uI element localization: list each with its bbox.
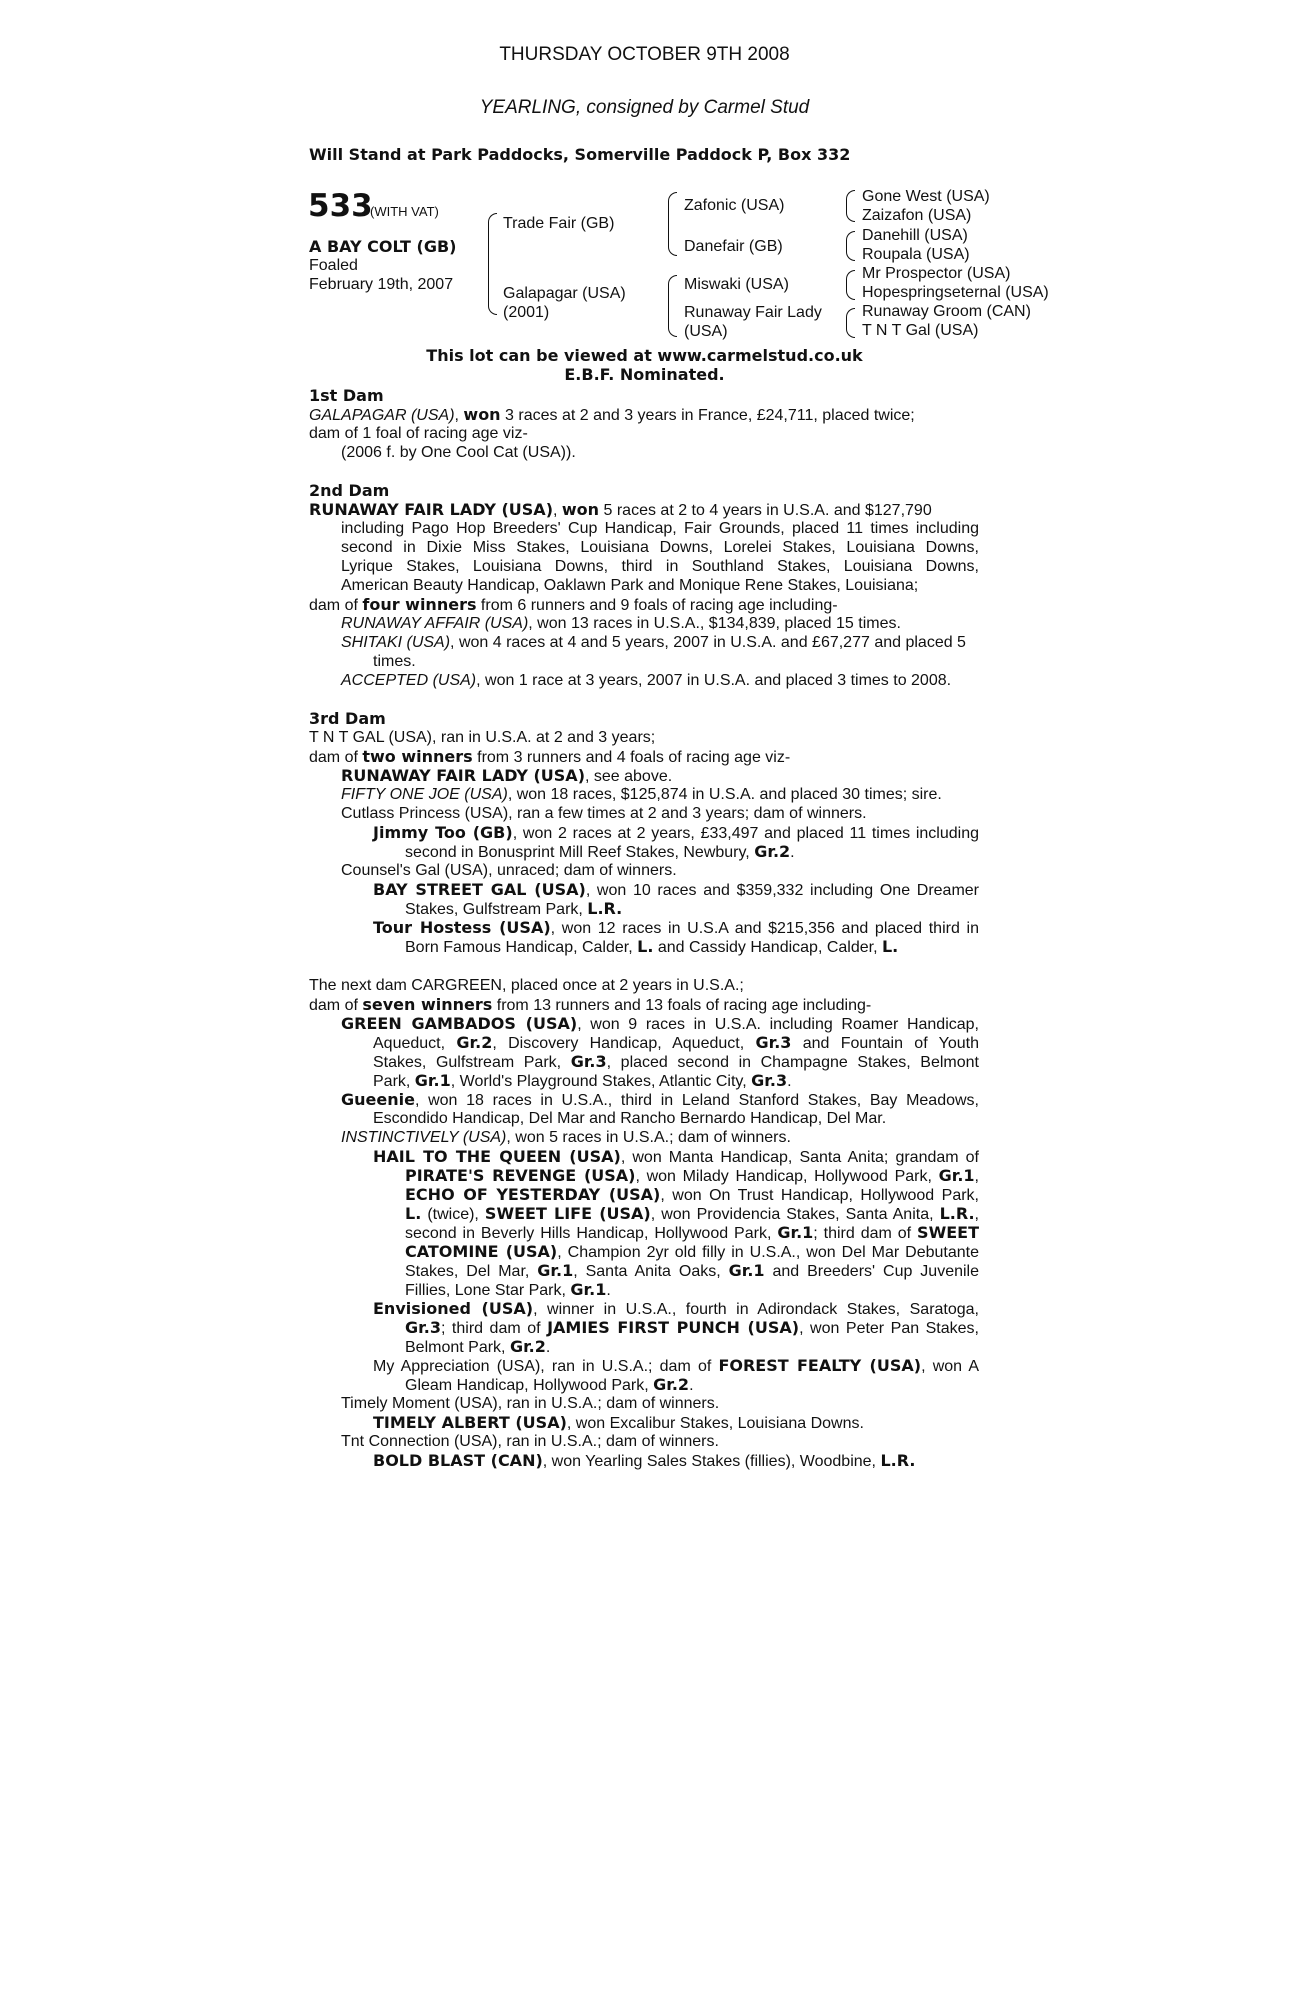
- green-gambados-4: Park, Gr.1, World's Playground Stakes, Atlantic City, Gr.3.: [373, 1071, 792, 1090]
- gueenie-1: Gueenie, won 18 races in U.S.A., third in Leland Stanford Stakes, Bay Meadows,: [341, 1090, 979, 1109]
- timely-albert: TIMELY ALBERT (USA), won Excalibur Stakes, Louisiana Downs.: [373, 1413, 864, 1432]
- second-dam-line-4: Lyrique Stakes, Louisiana Downs, third in Southland Stakes, Louisiana Downs,: [341, 558, 979, 575]
- stand-location: Will Stand at Park Paddocks, Somerville Paddock P, Box 332: [309, 145, 851, 164]
- next-dam-line-1: The next dam CARGREEN, placed once at 2 years in U.S.A.;: [309, 977, 744, 994]
- third-dam-line-5: Cutlass Princess (USA), ran a few times at 2 and 3 years; dam of winners.: [341, 805, 867, 822]
- third-dam-line-8: Counsel's Gal (USA), unraced; dam of winners.: [341, 862, 677, 879]
- third-dam-line-9: BAY STREET GAL (USA), won 10 races and $359,332 including One Dreamer: [373, 880, 980, 899]
- view-note: This lot can be viewed at www.carmelstud.co.uk: [426, 346, 863, 365]
- pedigree-brace-sire: [668, 192, 677, 256]
- first-dam-produce: (2006 f. by One Cool Cat (USA)).: [341, 444, 576, 461]
- second-dam-runner-1: RUNAWAY AFFAIR (USA), won 13 races in U.S.A., $134,839, placed 15 times.: [341, 615, 901, 632]
- second-dam-runner-3: ACCEPTED (USA), won 1 race at 3 years, 2007 in U.S.A. and placed 3 times to 2008.: [341, 672, 952, 689]
- pedigree-dds: Runaway Groom (CAN): [862, 303, 1031, 320]
- my-appreciation-2: Gleam Handicap, Hollywood Park, Gr.2.: [405, 1375, 694, 1394]
- vat-note: (WITH VAT): [370, 204, 439, 219]
- hail-queen-1: HAIL TO THE QUEEN (USA), won Manta Handicap, Santa Anita; grandam of: [373, 1147, 980, 1166]
- third-dam-line-4: FIFTY ONE JOE (USA), won 18 races, $125,874 in U.S.A. and placed 30 times; sire.: [341, 786, 942, 803]
- pedigree-sss: Gone West (USA): [862, 188, 990, 205]
- third-dam-line-3: RUNAWAY FAIR LADY (USA), see above.: [341, 766, 673, 785]
- hail-queen-8: Fillies, Lone Star Park, Gr.1.: [405, 1280, 611, 1299]
- hail-queen-3: ECHO OF YESTERDAY (USA), won On Trust Handicap, Hollywood Park,: [405, 1185, 979, 1204]
- first-dam-line-1: GALAPAGAR (USA), won 3 races at 2 and 3 years in France, £24,711, placed twice;: [309, 405, 915, 424]
- second-dam-line-3: second in Dixie Miss Stakes, Louisiana Downs, Lorelei Stakes, Louisiana Downs,: [341, 539, 979, 556]
- next-dam-line-2: dam of seven winners from 13 runners and 13 foals of racing age including-: [309, 995, 872, 1014]
- pedigree-ssd: Zaizafon (USA): [862, 207, 972, 224]
- second-dam-heading: 2nd Dam: [309, 481, 390, 500]
- second-dam-line-6: dam of four winners from 6 runners and 9 foals of racing age including-: [309, 595, 838, 614]
- first-dam-line-2: dam of 1 foal of racing age viz-: [309, 425, 528, 442]
- pedigree-dam-year: (2001): [503, 304, 550, 321]
- pedigree-sds: Danehill (USA): [862, 227, 968, 244]
- hail-queen-7: Stakes, Del Mar, Gr.1, Santa Anita Oaks, Gr.1 and Breeders' Cup Juvenile: [405, 1261, 979, 1280]
- green-gambados-2: Aqueduct, Gr.2, Discovery Handicap, Aqueduct, Gr.3 and Fountain of Youth: [373, 1033, 980, 1052]
- third-dam-line-2: dam of two winners from 3 runners and 4 foals of racing age viz-: [309, 747, 791, 766]
- timely-moment: Timely Moment (USA), ran in U.S.A.; dam of winners.: [341, 1395, 720, 1412]
- pedigree-dam-dam-2: (USA): [684, 323, 728, 340]
- pedigree-sire: Trade Fair (GB): [503, 215, 615, 232]
- pedigree-brace-sd: [846, 231, 855, 261]
- hail-queen-6: CATOMINE (USA), Champion 2yr old filly in U.S.A., won Del Mar Debutante: [405, 1242, 980, 1261]
- green-gambados-1: GREEN GAMBADOS (USA), won 9 races in U.S.A. including Roamer Handicap,: [341, 1014, 979, 1033]
- sale-date: THURSDAY OCTOBER 9TH 2008: [499, 44, 790, 65]
- second-dam-line-2: including Pago Hop Breeders' Cup Handicap, Fair Grounds, placed 11 times including: [341, 520, 979, 537]
- third-dam-line-6: Jimmy Too (GB), won 2 races at 2 years, £33,497 and placed 11 times including: [373, 823, 979, 842]
- lot-name: A BAY COLT (GB): [309, 237, 457, 256]
- envisioned-1: Envisioned (USA), winner in U.S.A., fourth in Adirondack Stakes, Saratoga,: [373, 1299, 979, 1318]
- third-dam-line-11: Tour Hostess (USA), won 12 races in U.S.A and $215,356 and placed third in: [373, 918, 979, 937]
- hail-queen-2: PIRATE'S REVENGE (USA), won Milady Handicap, Hollywood Park, Gr.1,: [405, 1166, 979, 1185]
- hail-queen-5: second in Beverly Hills Handicap, Hollywood Park, Gr.1; third dam of SWEET: [405, 1223, 979, 1242]
- pedigree-brace-1: [488, 213, 497, 315]
- gueenie-2: Escondido Handicap, Del Mar and Rancho Bernardo Handicap, Del Mar.: [373, 1110, 887, 1127]
- second-dam-line-5: American Beauty Handicap, Oaklawn Park and Monique Rene Stakes, Louisiana;: [341, 577, 919, 594]
- lot-subtitle: YEARLING, consigned by Carmel Stud: [479, 97, 810, 118]
- lot-number: 533: [308, 188, 373, 224]
- tnt-connection: Tnt Connection (USA), ran in U.S.A.; dam of winners.: [341, 1433, 719, 1450]
- pedigree-ddd: T N T Gal (USA): [862, 322, 979, 339]
- pedigree-brace-dam: [668, 275, 677, 337]
- envisioned-3: Belmont Park, Gr.2.: [405, 1337, 551, 1356]
- pedigree-dam-dam: Runaway Fair Lady: [684, 304, 822, 321]
- ebf-note: E.B.F. Nominated.: [564, 365, 725, 384]
- instinctively: INSTINCTIVELY (USA), won 5 races in U.S.A.; dam of winners.: [341, 1129, 791, 1146]
- second-dam-line-1: RUNAWAY FAIR LADY (USA), won 5 races at 2 to 4 years in U.S.A. and $127,790: [309, 500, 932, 519]
- pedigree-sdd: Roupala (USA): [862, 246, 970, 263]
- third-dam-line-12: Born Famous Handicap, Calder, L. and Cassidy Handicap, Calder, L.: [405, 937, 899, 956]
- third-dam-line-1: T N T GAL (USA), ran in U.S.A. at 2 and 3 years;: [309, 729, 656, 746]
- pedigree-brace-ss: [846, 190, 855, 222]
- bold-blast: BOLD BLAST (CAN), won Yearling Sales Stakes (fillies), Woodbine, L.R.: [373, 1451, 916, 1470]
- pedigree-dam-sire: Miswaki (USA): [684, 276, 789, 293]
- pedigree-brace-ds: [846, 270, 855, 300]
- pedigree-dsd: Hopespringseternal (USA): [862, 284, 1049, 301]
- pedigree-sire-sire: Zafonic (USA): [684, 197, 785, 214]
- pedigree-brace-dd: [846, 308, 855, 338]
- third-dam-heading: 3rd Dam: [309, 709, 386, 728]
- third-dam-line-10: Stakes, Gulfstream Park, L.R.: [405, 899, 623, 918]
- first-dam-heading: 1st Dam: [309, 386, 384, 405]
- pedigree-sire-dam: Danefair (GB): [684, 238, 783, 255]
- green-gambados-3: Stakes, Gulfstream Park, Gr.3, placed second in Champagne Stakes, Belmont: [373, 1052, 979, 1071]
- pedigree-dam: Galapagar (USA): [503, 285, 626, 302]
- third-dam-line-7: second in Bonusprint Mill Reef Stakes, Newbury, Gr.2.: [405, 842, 795, 861]
- envisioned-2: Gr.3; third dam of JAMIES FIRST PUNCH (USA), won Peter Pan Stakes,: [405, 1318, 979, 1337]
- foaled-date: February 19th, 2007: [309, 276, 454, 293]
- foaled-label: Foaled: [309, 257, 358, 274]
- my-appreciation-1: My Appreciation (USA), ran in U.S.A.; dam of FOREST FEALTY (USA), won A: [373, 1356, 979, 1375]
- second-dam-runner-2: SHITAKI (USA), won 4 races at 4 and 5 years, 2007 in U.S.A. and £67,277 and placed 5: [341, 634, 966, 651]
- pedigree-dss: Mr Prospector (USA): [862, 265, 1011, 282]
- hail-queen-4: L. (twice), SWEET LIFE (USA), won Providencia Stakes, Santa Anita, L.R.,: [405, 1204, 979, 1223]
- second-dam-runner-2b: times.: [373, 653, 416, 670]
